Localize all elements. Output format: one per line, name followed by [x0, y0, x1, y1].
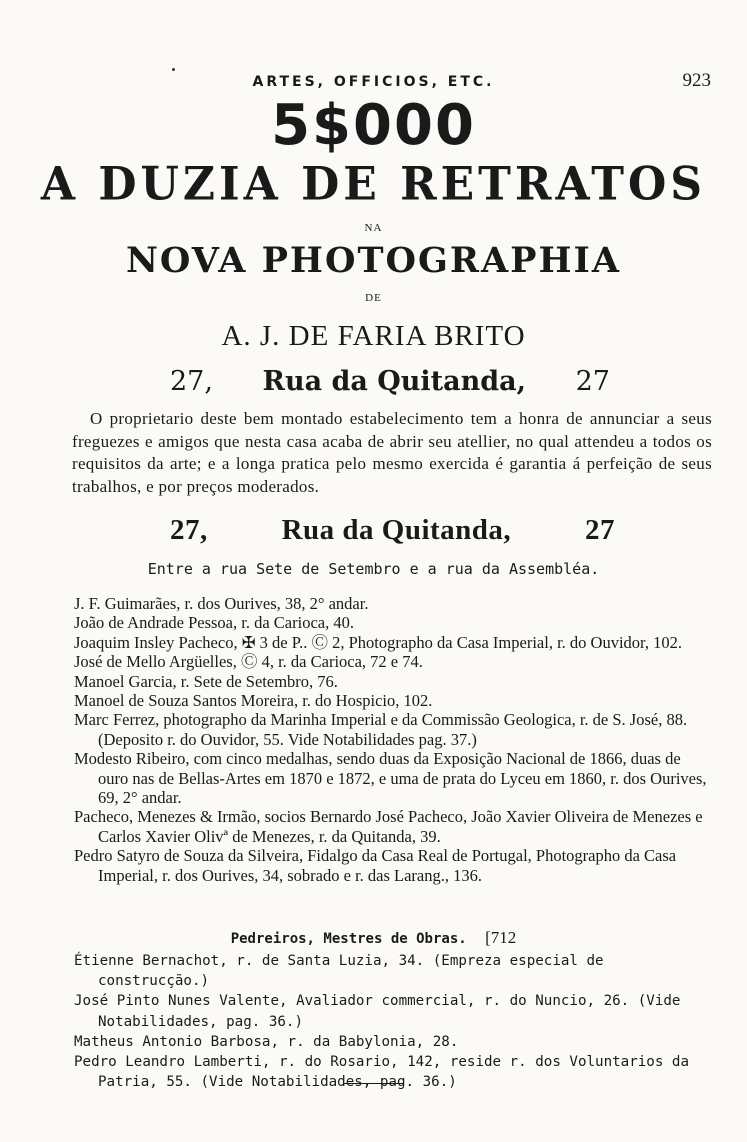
- list-item: J. F. Guimarães, r. dos Ourives, 38, 2° andar.: [74, 594, 369, 613]
- address2-number-right: 27: [584, 514, 615, 546]
- ink-speck: [172, 68, 175, 71]
- address2-street: Rua da Quitanda,: [281, 514, 512, 546]
- section-code: [712: [485, 928, 517, 947]
- advert-de: DE: [365, 292, 382, 304]
- list-item: Matheus Antonio Barbosa, r. da Babylonia, 28.: [74, 1033, 459, 1050]
- address-number-right: 27: [575, 366, 610, 397]
- list-item: Manoel Garcia, r. Sete de Setembro, 76.: [74, 671, 338, 691]
- list-item: Pedro Satyro de Souza da Silveira, Fidalgo da Casa Real de Portugal, Photographo da Casa Imperial, r. dos Ourives, 34, sobrado e r. das Larang., 136.: [74, 846, 677, 885]
- advert-paragraph: O proprietario deste bem montado estabelecimento tem a honra de annunciar a seus freguezes e amigos que nesta casa acaba de abrir seu atellier, no qual attendeu a todos os requisitos da arte; e a longa pratica pelo mesmo exercida é garantia á perfeição de seus trabalhos, e por preços moderados.: [72, 409, 712, 496]
- advert-headline: A DUZIA DE RETRATOS: [40, 157, 707, 212]
- list-item: Manoel de Souza Santos Moreira, r. do Hospicio, 102.: [74, 691, 433, 711]
- list-item: José Pinto Nunes Valente, Avaliador commercial, r. do Nuncio, 26. (Vide Notabilidades, pag. 36.): [74, 993, 681, 1030]
- list-item: Pedro Leandro Lamberti, r. do Rosario, 142, reside r. dos Voluntarios da Patria, 55. (Vide Notabilidades, pag. 36.): [74, 1054, 689, 1091]
- closing-rule: [343, 1083, 403, 1084]
- advert-studio-name: NOVA PHOTOGRAPHIA: [125, 240, 622, 281]
- address-street: Rua da Quitanda,: [262, 366, 527, 397]
- advert-address-bottom: [170, 514, 615, 547]
- list-item: Étienne Bernachot, r. de Santa Luzia, 34. (Empreza especial de construcção.): [74, 953, 604, 990]
- advert-owner: A. J. DE FARIA BRITO: [221, 320, 526, 352]
- advert-price: 5$000: [271, 93, 476, 158]
- advert-location-note: Entre a rua Sete de Setembro e a rua da Assembléa.: [147, 560, 600, 578]
- section-heading: [0, 928, 747, 948]
- running-head: ARTES, OFFICIOS, ETC.: [252, 74, 495, 90]
- list-item: José de Mello Argüelles, Ⓒ 4, r. da Carioca, 72 e 74.: [74, 652, 423, 672]
- builders-list: [74, 951, 714, 1092]
- advert-na: NA: [364, 222, 383, 234]
- address2-number-left: 27,: [170, 514, 208, 546]
- advert-address-top: [170, 366, 610, 397]
- list-item: Marc Ferrez, photographo da Marinha Imperial e da Commissão Geologica, r. de S. José, 88. (Deposito r. do Ouvidor, 55. Vide Notabilidades pag. 37.): [74, 710, 688, 749]
- photographers-list: [74, 594, 714, 885]
- list-item: João de Andrade Pessoa, r. da Carioca, 40.: [74, 613, 354, 633]
- list-item: Joaquim Insley Pacheco, ✠ 3 de P.. Ⓒ 2, Photographo da Casa Imperial, r. do Ouvidor, 102.: [74, 632, 682, 652]
- address-number-left: 27,: [170, 366, 213, 397]
- section-title: Pedreiros, Mestres de Obras.: [230, 931, 467, 947]
- page-number: 923: [682, 70, 711, 91]
- list-item: Modesto Ribeiro, com cinco medalhas, sendo duas da Exposição Nacional de 1866, duas de ouro nas de Bellas-Artes em 1870 e 1872, e uma de prata do Lyceu em 1860, r. dos Ourives, 69, 2° andar.: [74, 749, 707, 808]
- list-item: Pacheco, Menezes & Irmão, socios Bernardo José Pacheco, João Xavier Oliveira de Menezes e Carlos Xavier Olivª de Menezes, r. da Quitanda, 39.: [74, 807, 703, 846]
